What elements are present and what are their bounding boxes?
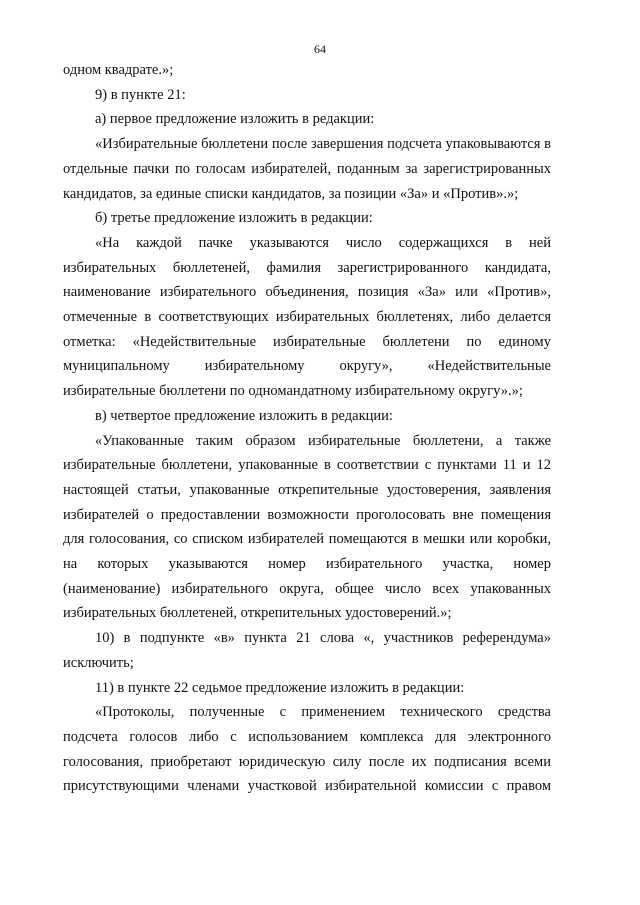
- subitem-a-heading: а) первое предложение изложить в редакции:: [95, 111, 375, 128]
- subitem-v-quote: «Упакованные таким образом избирательные бюллетени, а также избирательные бюллетени, упакованные в соответствии с пунктами 11 и 12 настоящей статьи, упакованные открепительные удостоверения, заявления избирателей о предоставлении возможности проголосовать вне помещения для голосования, со списком избирателей помещаются в мешки или коробки, на которых указываются номер избирательного участка, номер (наименование) избирательного округа, общее число всех упакованных избирательных бюллетеней, открепительных удостоверений.»;: [63, 432, 551, 622]
- subitem-b-heading: б) третье предложение изложить в редакции:: [95, 210, 373, 227]
- subitem-a-quote: «Избирательные бюллетени после завершения подсчета упаковываются в отдельные пачки по голосам избирателей, поданным за зарегистрированных кандидатов, за единые списки кандидатов, за позиции «За» и «Против».»;: [63, 136, 551, 202]
- item-10: 10) в подпункте «в» пункта 21 слова «, участников референдума» исключить;: [63, 630, 551, 671]
- subitem-b-quote: «На каждой пачке указываются число содержащихся в ней избирательных бюллетеней, фамилия зарегистрированного кандидата, наименование избирательного объединения, позиция «За» или «Против», отмеченные в соответствующих избирательных бюллетенях, либо делается отметка: «Недействительные избирательные бюллетени по единому муниципальному избирательному округу», «Недействительные избирательные бюллетени по одномандатному избирательному округу».»;: [63, 234, 551, 400]
- paragraph-continuation: одном квадрате.»;: [63, 62, 174, 78]
- subitem-v-heading: в) четвертое предложение изложить в редакции:: [95, 407, 393, 424]
- item-11-heading: 11) в пункте 22 седьмое предложение изложить в редакции:: [95, 679, 465, 696]
- item-9-heading: 9) в пункте 21:: [95, 86, 186, 103]
- page-number: 64: [314, 42, 326, 56]
- item-11-quote: «Протоколы, полученные с применением технического средства подсчета голосов либо с использованием комплекса для электронного голосования, приобретают юридическую силу после их подписания всеми присутствующими членами участковой избирательной комиссии с правом: [63, 704, 551, 795]
- document-body: [63, 58, 551, 799]
